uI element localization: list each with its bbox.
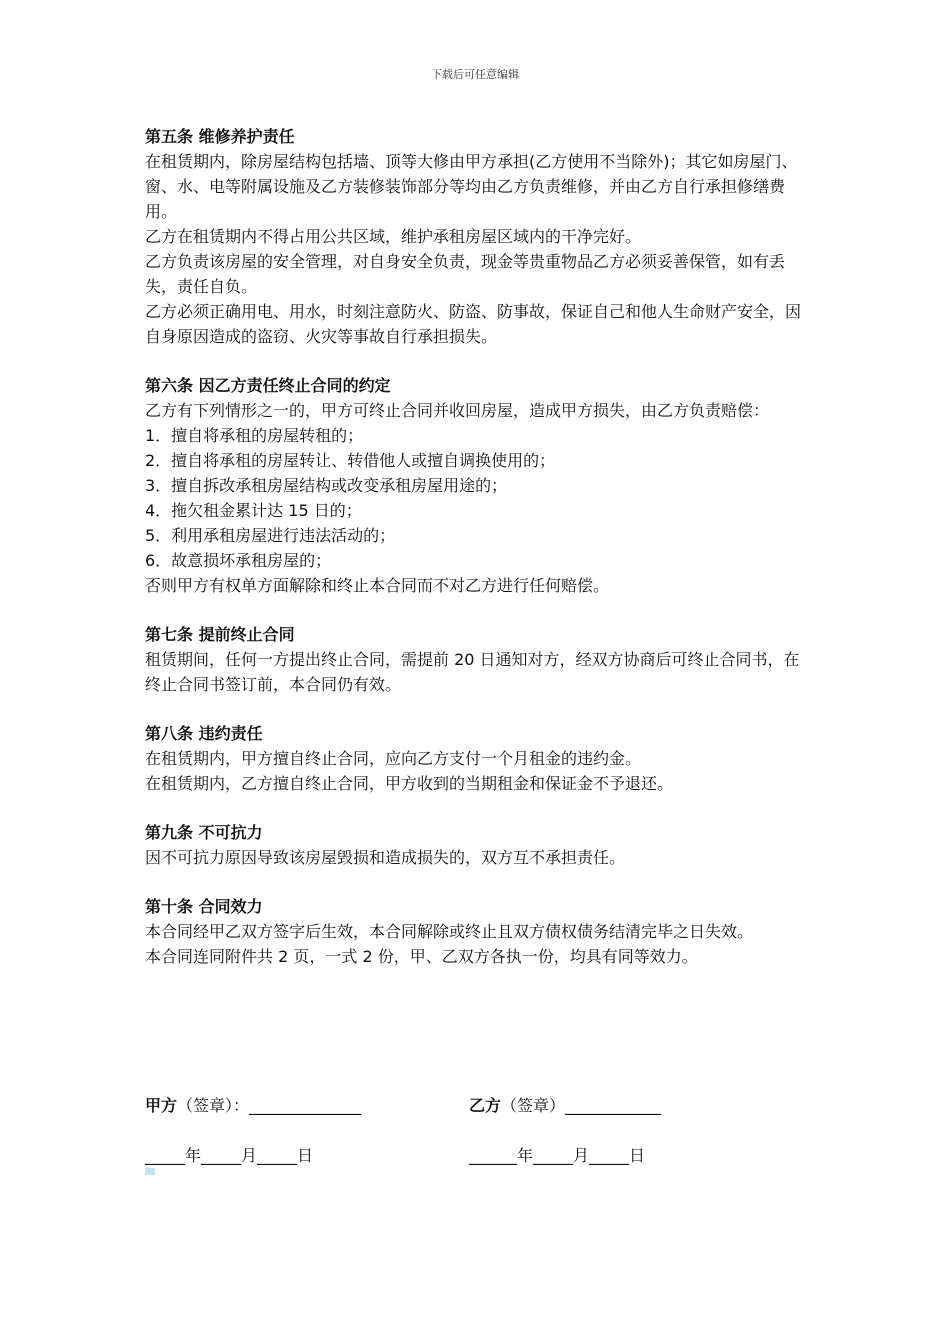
section-paragraph: 本合同经甲乙双方签字后生效，本合同解除或终止且双方债权债务结清完毕之日失效。	[145, 922, 754, 941]
party-a-signature	[145, 1093, 361, 1118]
section-paragraph: 因不可抗力原因导致该房屋毁损和造成损失的，双方互不承担责任。	[145, 848, 626, 867]
section-8	[145, 721, 815, 796]
signature-block	[145, 1093, 845, 1193]
section-paragraph: 乙方负责该房屋的安全管理，对自身安全负责，现金等贵重物品乙方必须妥善保管，如有丢失，责任自负。	[145, 252, 786, 296]
party-a-stamp-line: （签章）：______________	[177, 1096, 362, 1115]
party-a-date: _____年_____月_____日	[145, 1146, 314, 1165]
party-b-signature	[469, 1093, 661, 1118]
contract-body	[145, 124, 815, 993]
termination-list	[145, 423, 815, 573]
section-9	[145, 820, 815, 870]
section-heading: 第六条 因乙方责任终止合同的约定	[145, 376, 391, 395]
section-paragraph: 乙方必须正确用电、用水，时刻注意防火、防盗、防事故，保证自己和他人生命财产安全，因自身原因造成的盗窃、火灾等事故自行承担损失。	[145, 302, 802, 346]
selection-marker	[145, 1168, 155, 1175]
section-heading: 第十条 合同效力	[145, 897, 263, 916]
date-row	[145, 1143, 845, 1193]
section-outro: 否则甲方有权单方面解除和终止本合同而不对乙方进行任何赔偿。	[145, 576, 610, 595]
party-a-label: 甲方	[145, 1096, 178, 1115]
section-paragraph: 乙方在租赁期内不得占用公共区域，维护承租房屋区域内的干净完好。	[145, 227, 642, 246]
section-heading: 第八条 违约责任	[145, 724, 263, 743]
section-paragraph: 在租赁期内，除房屋结构包括墙、顶等大修由甲方承担(乙方使用不当除外)；其它如房屋门、窗、水、电等附属设施及乙方装修装饰部分等均由乙方负责维修，并由乙方自行承担修缮费用。	[145, 152, 798, 221]
list-item: 4．拖欠租金累计达 15 日的；	[145, 501, 362, 520]
list-item: 3．擅自拆改承租房屋结构或改变承租房屋用途的；	[145, 476, 508, 495]
signature-row	[145, 1093, 845, 1143]
section-7	[145, 622, 815, 697]
section-10	[145, 894, 815, 969]
section-paragraph: 在租赁期内，乙方擅自终止合同，甲方收到的当期租金和保证金不予退还。	[145, 774, 674, 793]
header-note: 下载后可任意编辑	[431, 68, 519, 81]
section-paragraph: 本合同连同附件共 2 页，一式 2 份，甲、乙双方各执一份，均具有同等效力。	[145, 947, 698, 966]
list-item: 5．利用承租房屋进行违法活动的；	[145, 526, 396, 545]
section-heading: 第九条 不可抗力	[145, 823, 263, 842]
section-paragraph: 租赁期间，任何一方提出终止合同，需提前 20 日通知对方，经双方协商后可终止合同书，在终止合同书签订前，本合同仍有效。	[145, 650, 800, 694]
list-item: 2．擅自将承租的房屋转让、转借他人或擅自调换使用的；	[145, 451, 556, 470]
party-b-date: ______年_____月_____日	[469, 1146, 646, 1165]
party-b-stamp-line: （签章）____________	[501, 1096, 662, 1115]
section-6	[145, 373, 815, 598]
section-heading: 第七条 提前终止合同	[145, 625, 295, 644]
list-item: 1．擅自将承租的房屋转租的；	[145, 426, 364, 445]
section-5	[145, 124, 815, 349]
list-item: 6．故意损坏承租房屋的；	[145, 551, 332, 570]
section-heading: 第五条 维修养护责任	[145, 127, 295, 146]
section-intro: 乙方有下列情形之一的，甲方可终止合同并收回房屋，造成甲方损失，由乙方负责赔偿：	[145, 401, 770, 420]
party-b-label: 乙方	[469, 1096, 502, 1115]
section-paragraph: 在租赁期内，甲方擅自终止合同，应向乙方支付一个月租金的违约金。	[145, 749, 642, 768]
